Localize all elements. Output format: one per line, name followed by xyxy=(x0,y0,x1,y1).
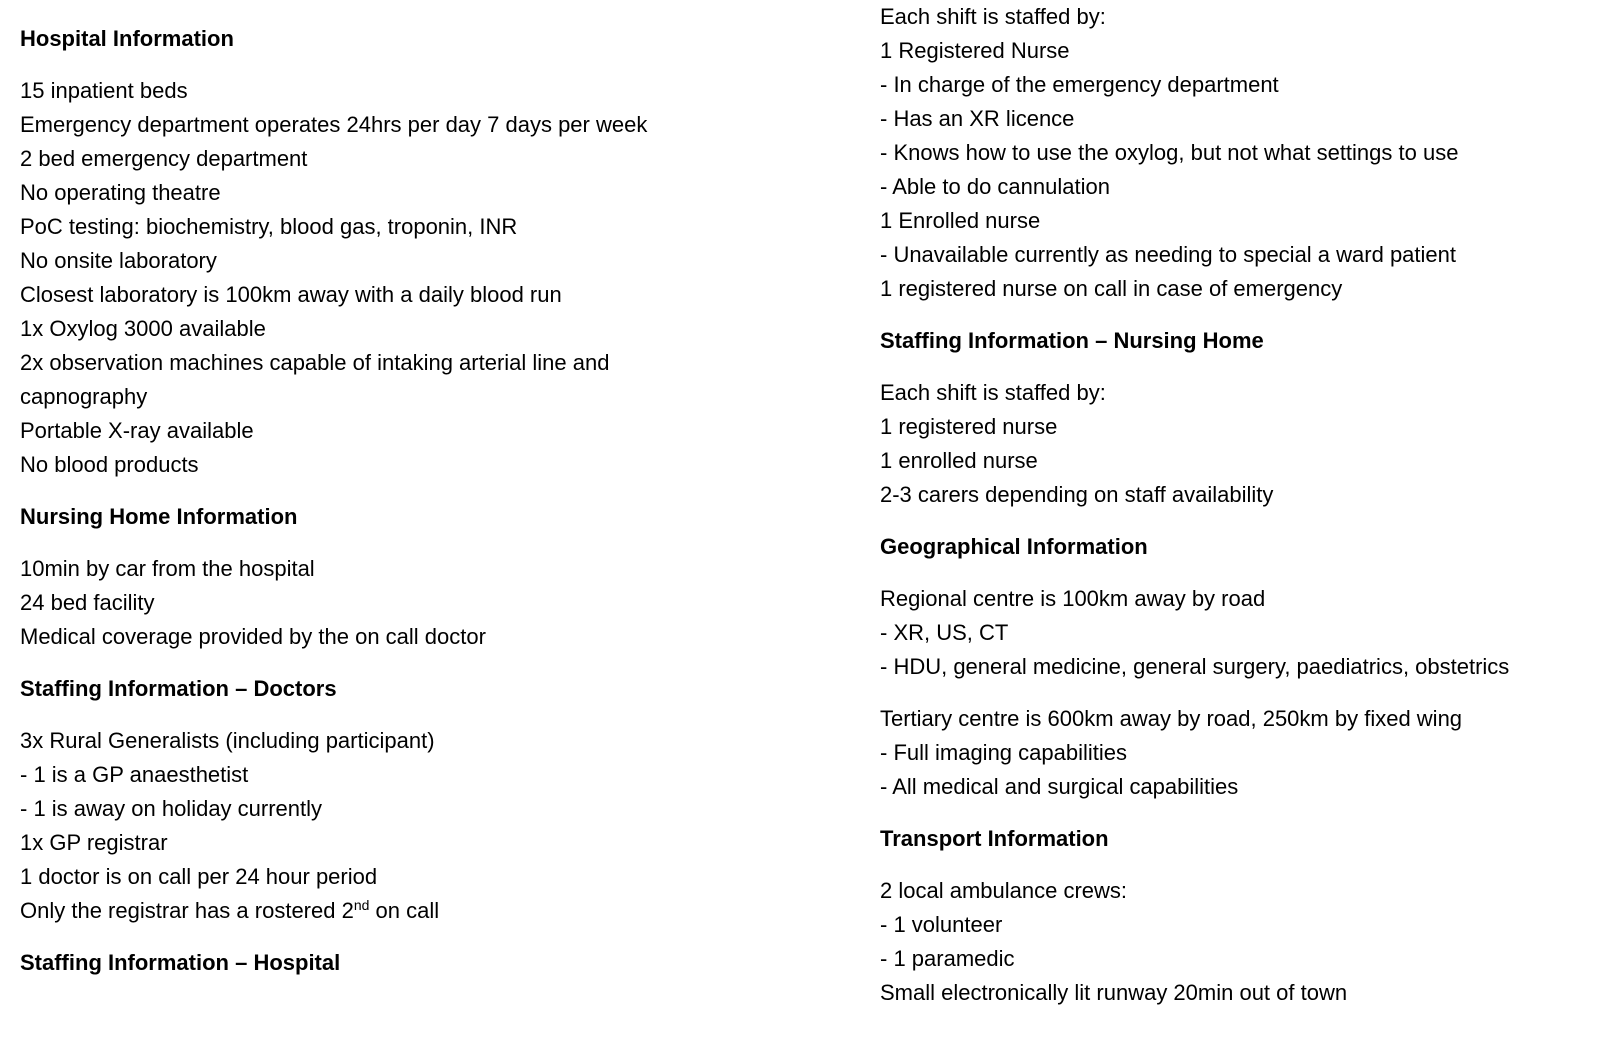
list-item: 1 Enrolled nurse xyxy=(880,208,1041,233)
list-item: 2 local ambulance crews: xyxy=(880,878,1128,903)
list-item: capnography xyxy=(20,384,148,409)
transport-information-heading: Transport Information xyxy=(880,826,1109,851)
right-column xyxy=(880,0,1580,1028)
list-item: - In charge of the emergency department xyxy=(880,72,1279,97)
nursing-home-information-heading: Nursing Home Information xyxy=(20,504,298,529)
left-column xyxy=(20,22,840,998)
list-item: 1 Registered Nurse xyxy=(880,38,1070,63)
list-item: - Knows how to use the oxylog, but not what settings to use xyxy=(880,140,1459,165)
list-item: 24 bed facility xyxy=(20,590,155,615)
list-item: - Full imaging capabilities xyxy=(880,740,1127,765)
list-item: - HDU, general medicine, general surgery, paediatrics, obstetrics xyxy=(880,654,1510,679)
hospital-information-list xyxy=(20,74,840,482)
list-item: Small electronically lit runway 20min out of town xyxy=(880,980,1348,1005)
staffing-doctors-heading: Staffing Information – Doctors xyxy=(20,676,337,701)
list-item: 1 registered nurse xyxy=(880,414,1058,439)
list-item: - Has an XR licence xyxy=(880,106,1075,131)
list-item: 10min by car from the hospital xyxy=(20,556,315,581)
list-item: Emergency department operates 24hrs per day 7 days per week xyxy=(20,112,648,137)
list-item: - Able to do cannulation xyxy=(880,174,1110,199)
list-item: 2x observation machines capable of intaking arterial line and xyxy=(20,350,610,375)
list-item: Medical coverage provided by the on call doctor xyxy=(20,624,486,649)
staffing-hospital-list xyxy=(880,0,1580,306)
list-item: Closest laboratory is 100km away with a daily blood run xyxy=(20,282,562,307)
geographical-information-heading: Geographical Information xyxy=(880,534,1148,559)
list-item: Tertiary centre is 600km away by road, 250km by fixed wing xyxy=(880,706,1463,731)
list-item: Regional centre is 100km away by road xyxy=(880,586,1266,611)
staffing-nursing-home-list xyxy=(880,376,1580,512)
tertiary-centre-list xyxy=(880,702,1580,804)
staffing-nursing-home-heading: Staffing Information – Nursing Home xyxy=(880,328,1264,353)
list-item: 1 doctor is on call per 24 hour period xyxy=(20,864,378,889)
list-item: 2-3 carers depending on staff availability xyxy=(880,482,1274,507)
list-item: Portable X-ray available xyxy=(20,418,254,443)
list-item: No onsite laboratory xyxy=(20,248,217,273)
list-item: - 1 volunteer xyxy=(880,912,1003,937)
list-item: 15 inpatient beds xyxy=(20,78,188,103)
list-item: 1 enrolled nurse xyxy=(880,448,1038,473)
transport-information-list xyxy=(880,874,1580,1010)
list-item: Each shift is staffed by: xyxy=(880,4,1106,29)
list-item: Each shift is staffed by: xyxy=(880,380,1106,405)
on-call-text: on call xyxy=(369,898,440,923)
staffing-doctors-list xyxy=(20,724,840,928)
list-item: No operating theatre xyxy=(20,180,221,205)
list-item: 2 bed emergency department xyxy=(20,146,308,171)
nursing-home-information-list xyxy=(20,552,840,654)
rostered-text: Only the registrar has a rostered 2 xyxy=(20,898,354,923)
list-item: - Unavailable currently as needing to special a ward patient xyxy=(880,242,1456,267)
list-item: - 1 is a GP anaesthetist xyxy=(20,762,249,787)
regional-centre-list xyxy=(880,582,1580,684)
list-item: No blood products xyxy=(20,452,199,477)
staffing-hospital-heading: Staffing Information – Hospital xyxy=(20,950,341,975)
list-item: - XR, US, CT xyxy=(880,620,1009,645)
list-item xyxy=(20,894,840,928)
list-item: 1x Oxylog 3000 available xyxy=(20,316,266,341)
hospital-information-heading: Hospital Information xyxy=(20,26,234,51)
list-item: - All medical and surgical capabilities xyxy=(880,774,1239,799)
list-item: PoC testing: biochemistry, blood gas, troponin, INR xyxy=(20,214,518,239)
list-item: 1 registered nurse on call in case of emergency xyxy=(880,276,1343,301)
ordinal-suffix: nd xyxy=(353,897,370,913)
list-item: - 1 paramedic xyxy=(880,946,1015,971)
list-item: - 1 is away on holiday currently xyxy=(20,796,323,821)
list-item: 1x GP registrar xyxy=(20,830,168,855)
list-item: 3x Rural Generalists (including participant) xyxy=(20,728,435,753)
